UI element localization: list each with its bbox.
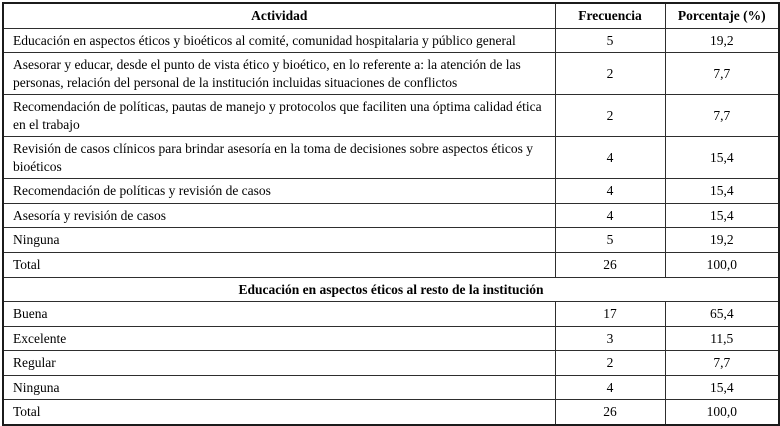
frecuencia-cell: 5 [555,28,665,53]
activity-cell: Excelente [3,326,555,351]
activity-cell: Asesorar y educar, desde el punto de vista ético y bioético, en lo referente a: la atención de las personas, relación del personal de la institución incluidas situaciones de conflictos [3,53,555,95]
frecuencia-cell: 2 [555,53,665,95]
activity-cell: Ninguna [3,228,555,253]
table-row [3,351,779,376]
activity-cell: Recomendación de políticas y revisión de casos [3,179,555,204]
section-header: Educación en aspectos éticos al resto de la institución [3,277,779,302]
column-header-actividad: Actividad [3,3,555,28]
table-header-row [3,3,779,28]
frecuencia-cell: 3 [555,326,665,351]
table-row [3,28,779,53]
column-header-porcentaje: Porcentaje (%) [665,3,779,28]
table-row [3,179,779,204]
porcentaje-cell: 7,7 [665,95,779,137]
column-header-frecuencia: Frecuencia [555,3,665,28]
porcentaje-cell: 15,4 [665,203,779,228]
table-row [3,95,779,137]
table-row-total [3,253,779,278]
frecuencia-cell: 26 [555,400,665,425]
porcentaje-cell: 15,4 [665,137,779,179]
porcentaje-cell: 15,4 [665,179,779,204]
porcentaje-cell: 100,0 [665,400,779,425]
activity-cell: Ninguna [3,375,555,400]
activity-frequency-table [2,2,780,426]
porcentaje-cell: 65,4 [665,302,779,327]
table-row [3,375,779,400]
activity-cell: Asesoría y revisión de casos [3,203,555,228]
frecuencia-cell: 4 [555,137,665,179]
activity-cell: Buena [3,302,555,327]
porcentaje-cell: 19,2 [665,228,779,253]
porcentaje-cell: 15,4 [665,375,779,400]
porcentaje-cell: 7,7 [665,351,779,376]
porcentaje-cell: 19,2 [665,28,779,53]
activity-cell: Revisión de casos clínicos para brindar asesoría en la toma de decisiones sobre aspectos éticos y bioéticos [3,137,555,179]
porcentaje-cell: 7,7 [665,53,779,95]
table-row [3,228,779,253]
table-row-total [3,400,779,425]
porcentaje-cell: 100,0 [665,253,779,278]
frecuencia-cell: 4 [555,203,665,228]
table-row [3,137,779,179]
frecuencia-cell: 5 [555,228,665,253]
activity-cell: Recomendación de políticas, pautas de manejo y protocolos que faciliten una óptima calidad ética en el trabajo [3,95,555,137]
table-row [3,53,779,95]
section-header-row [3,277,779,302]
frecuencia-cell: 2 [555,95,665,137]
porcentaje-cell: 11,5 [665,326,779,351]
activity-cell: Regular [3,351,555,376]
frecuencia-cell: 2 [555,351,665,376]
activity-cell: Educación en aspectos éticos y bioéticos al comité, comunidad hospitalaria y público general [3,28,555,53]
frecuencia-cell: 26 [555,253,665,278]
activity-cell: Total [3,253,555,278]
table-row [3,302,779,327]
frecuencia-cell: 17 [555,302,665,327]
table-row [3,203,779,228]
activity-cell: Total [3,400,555,425]
table-row [3,326,779,351]
frecuencia-cell: 4 [555,179,665,204]
frecuencia-cell: 4 [555,375,665,400]
